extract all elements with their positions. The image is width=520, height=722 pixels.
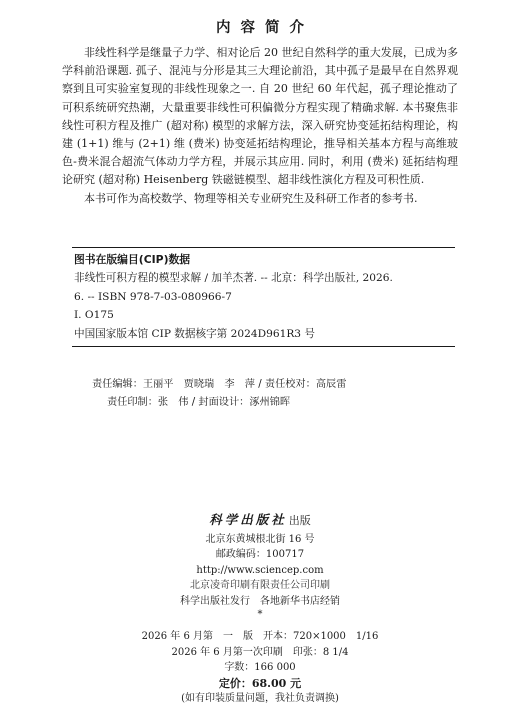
- publisher-postcode: 邮政编码：100717: [215, 549, 305, 560]
- cip-line: 中国国家版本馆 CIP 数据核字第 2024D961R3 号: [74, 327, 315, 340]
- cip-line: Ⅰ. O175: [74, 309, 114, 322]
- abstract-body: [62, 44, 458, 208]
- imprint-block: [0, 512, 520, 707]
- price: 定价：68.00 元: [218, 676, 302, 690]
- cip-block: [74, 251, 462, 343]
- abstract-paragraph: 非线性科学是继量子力学、相对论后 20 世纪自然科学的重大发展，已成为多学科前沿课题. 孤子、混沌与分形是其三大理论前沿，其中孤子是最早在自然界观察到且可实验室复现的非线性现象之一. 自 20 世纪 60 年代起，孤子理论推动了可积系统研究热潮，大量重要非线性可积偏微分方程实现了精确求解. 本书聚焦非线性可积方程及推广 (超对称) 模型的求解方法，深入研究协变延拓结构理论，构建 (1+1) 维与 (2+1) 维 (费米) 协变延拓结构理论，推导相关基本方程与高维玻色-费米混合超流气体动力学方程，并展示其应用. 同时，利用 (费米) 延拓结构理论研究 (超对称) Heisenberg 铁磁链模型、超非线性演化方程及可积性质.: [62, 46, 458, 187]
- distribution-line: 科学出版社发行 各地新华书店经销: [180, 595, 340, 607]
- cip-bottom-rule: [72, 346, 455, 347]
- abstract-paragraph: 本书可作为高校数学、物理等相关专业研究生及科研工作者的参考书.: [84, 191, 418, 205]
- publisher-suffix: 出版: [288, 514, 311, 527]
- credits-editors: 责任编辑：王丽平 贾晓瑞 李 萍 / 责任校对：高辰雷: [92, 379, 347, 390]
- word-count: 字数：166 000: [224, 662, 296, 673]
- cip-heading: 图书在版编目(CIP)数据: [74, 253, 191, 266]
- publisher-line: [0, 512, 520, 530]
- printing-line: 2026 年 6 月第一次印刷 印张：8 1/4: [171, 646, 349, 658]
- publisher-logo-text: 科学出版社: [209, 512, 287, 527]
- quality-note: (如有印装质量问题，我社负责调换): [181, 693, 339, 704]
- credits-printing-design: 责任印制：张 伟 / 封面设计：涿州锦晖: [107, 397, 291, 408]
- publisher-address: 北京东黄城根北街 16 号: [205, 533, 315, 545]
- credits-block: [0, 376, 520, 412]
- abstract-title: 内容简介: [216, 20, 314, 36]
- edition-line: 2026 年 6 月第 一 版 开本：720×1000 1/16: [141, 631, 379, 642]
- separator-star: *: [257, 609, 263, 620]
- printer-line: 北京凌奇印刷有限责任公司印刷: [190, 580, 330, 591]
- cip-line: 6. -- ISBN 978-7-03-080966-7: [74, 290, 232, 303]
- cip-line: 非线性可积方程的模型求解 / 加羊杰著. -- 北京：科学出版社, 2026.: [74, 272, 393, 285]
- publisher-website: http://www.sciencep.com: [196, 564, 324, 576]
- cip-top-rule: [72, 247, 455, 248]
